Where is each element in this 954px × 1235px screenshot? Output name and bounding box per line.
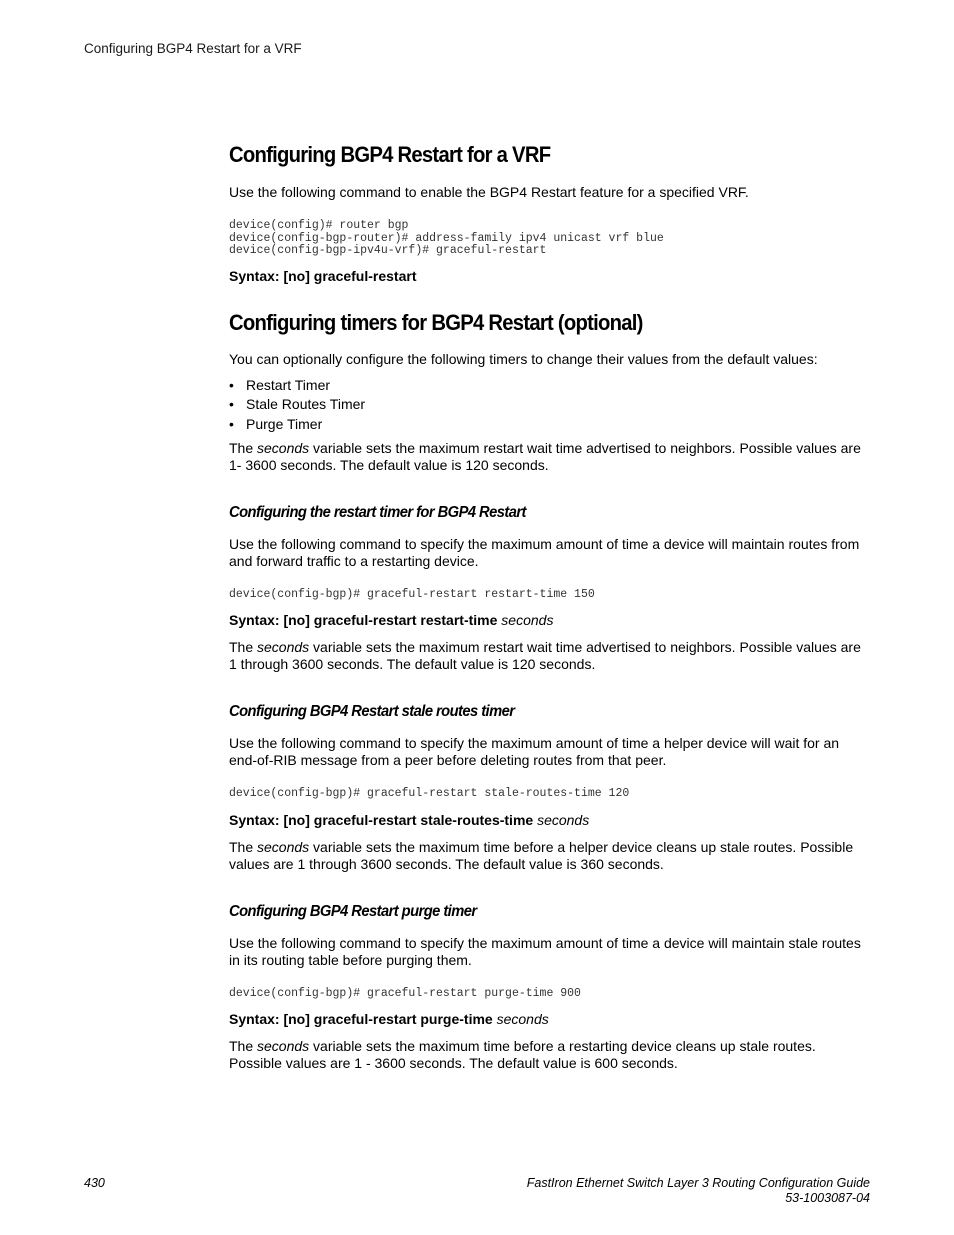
syntax-vrf: Syntax: [no] graceful-restart [229, 267, 417, 284]
syntax-purge-timer: Syntax: [no] graceful-restart purge-time seconds [229, 1011, 549, 1027]
code-line: device(config-bgp-router)# address-family ipv4 unicast vrf blue [229, 231, 664, 245]
code-block-stale-routes: device(config-bgp)# graceful-restart stale-routes-time 120 [229, 787, 630, 800]
section-timers-intro: You can optionally configure the following timers to change their values from the default values: [229, 350, 818, 367]
footer-doc-info [527, 1176, 870, 1206]
doc-number: 53-1003087-04 [785, 1191, 870, 1205]
timers-note: The seconds variable sets the maximum restart wait time advertised to neighbors. Possible values are 1- 3600 seconds. The default value is 120 seconds. [229, 439, 861, 473]
section-vrf-intro: Use the following command to enable the BGP4 Restart feature for a specified VRF. [229, 184, 749, 200]
list-item: • Restart Timer [229, 376, 331, 393]
guide-title: FastIron Ethernet Switch Layer 3 Routing Configuration Guide [526, 1176, 870, 1190]
purge-timer-note: The seconds variable sets the maximum time before a restarting device cleans up stale routes. Possible values are 1 - 3600 seconds. The default value is 600 seconds. [229, 1038, 816, 1071]
code-block-restart-timer: device(config-bgp)# graceful-restart restart-time 150 [229, 587, 595, 601]
list-item: • Stale Routes Timer [229, 396, 366, 412]
section-heading-timers: Configuring timers for BGP4 Restart (optional) [229, 309, 643, 335]
code-block-purge-timer: device(config-bgp)# graceful-restart purge-time 900 [229, 986, 581, 1000]
code-line: device(config-bgp-ipv4u-vrf)# graceful-restart [229, 244, 547, 257]
subheading-restart-timer: Configuring the restart timer for BGP4 Restart [229, 503, 526, 521]
timer-list [229, 377, 869, 433]
code-block-vrf [229, 220, 869, 258]
syntax-restart-timer: Syntax: [no] graceful-restart restart-time seconds [229, 612, 554, 628]
subheading-purge-timer: Configuring BGP4 Restart purge timer [229, 902, 477, 920]
stale-routes-intro: Use the following command to specify the maximum amount of time a helper device will wait for an end-of-RIB message from a peer before deleting routes from that peer. [229, 735, 840, 768]
restart-timer-note: The seconds variable sets the maximum restart wait time advertised to neighbors. Possible values are 1 through 3600 seconds. The default value is 120 seconds. [229, 639, 861, 672]
restart-timer-intro: Use the following command to specify the maximum amount of time a device will maintain routes from and forward traffic to a restarting device. [229, 535, 860, 569]
subheading-stale-routes-timer: Configuring BGP4 Restart stale routes timer [229, 703, 515, 720]
section-heading-vrf: Configuring BGP4 Restart for a VRF [229, 142, 551, 167]
running-header: Configuring BGP4 Restart for a VRF [84, 41, 302, 56]
purge-timer-intro: Use the following command to specify the maximum amount of time a device will maintain stale routes in its routing table before purging them. [229, 934, 861, 968]
list-item: • Purge Timer [229, 415, 323, 432]
page-number: 430 [84, 1176, 105, 1190]
syntax-stale-routes: Syntax: [no] graceful-restart stale-routes-time seconds [229, 811, 590, 828]
page-content [229, 140, 869, 1072]
stale-routes-note: The seconds variable sets the maximum time before a helper device cleans up stale routes. Possible values are 1 through 3600 seconds. The default value is 360 seconds. [229, 838, 854, 872]
code-line: device(config)# router bgp [229, 219, 409, 232]
